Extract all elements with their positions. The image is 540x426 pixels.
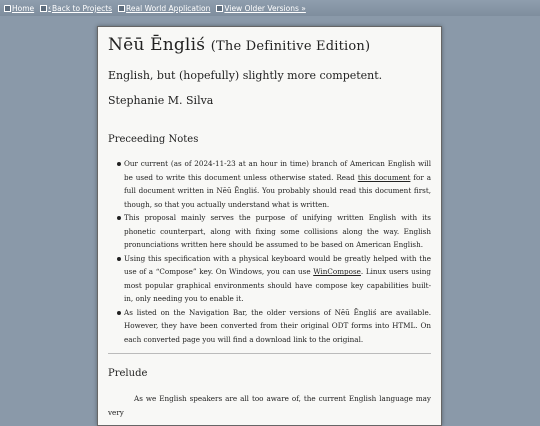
title-edition: (The Definitive Edition) (210, 39, 371, 54)
note-text: This proposal mainly serves the purpose of unifying written English with its phonetic counterpart, along with fixing some collisions along the way. English pronunciations written here should be assumed to be based on American English. (124, 213, 431, 249)
nav-older-versions-link[interactable] (216, 4, 305, 13)
list-item (124, 306, 431, 347)
window-icon (40, 5, 47, 12)
prelude-paragraph: As we English speakers are all too aware of, the current English language may very (108, 394, 431, 417)
page-subtitle: English, but (hopefully) slightly more competent. (108, 69, 383, 82)
archive-icon (216, 5, 223, 12)
note-text: for a full document written in Nēū Ēngliś. You probably should read this document first, though, so that you actually understand what is written. (124, 172, 431, 209)
prelude-heading: Prelude (108, 368, 148, 379)
note-text: . Linux users using most popular graphical environments should have compose key capabilities built-in, only needing you to enable it. (124, 267, 431, 303)
notes-list (108, 157, 431, 346)
document-page (97, 26, 442, 426)
wincompose-link[interactable]: WinCompose (313, 267, 361, 276)
nav-back-link[interactable] (40, 4, 112, 13)
home-icon (4, 5, 11, 12)
page-title (108, 35, 431, 55)
section-divider (108, 353, 431, 354)
title-main: Nēū Ēngliś (108, 35, 206, 55)
note-text: Using this specification with a physical keyboard would be greatly helped with the use of a “Compose” key. On Windows, you can use (124, 253, 431, 276)
note-text: As listed on the Navigation Bar, the older versions of Nēū Ēngliś are available. However, they have been converted from their original ODT forms into HTML. On each converted page you will find a download link to the original. (124, 307, 431, 344)
nav-back-label: Back to Projects (51, 3, 113, 13)
list-item (124, 157, 431, 211)
note-text: Our current (as of 2024-11-23 at an hour in time) branch of American English will be used to write this document unless otherwise stated. Read (124, 159, 431, 182)
navigation-bar (0, 0, 540, 16)
nav-home-link[interactable] (4, 4, 34, 13)
nav-real-world-label: Real World Application (126, 3, 211, 13)
this-document-link[interactable]: this document (357, 172, 411, 182)
notes-heading: Preceeding Notes (108, 134, 199, 145)
list-item (124, 211, 431, 252)
nav-older-versions-label: View Older Versions » (224, 3, 306, 13)
nav-home-label: Home (12, 3, 35, 13)
nav-real-world-link[interactable] (118, 4, 210, 13)
author-name: Stephanie M. Silva (108, 94, 214, 107)
list-item (124, 252, 431, 306)
document-icon (118, 5, 125, 12)
arrow-left-icon: ‹ (48, 4, 51, 12)
